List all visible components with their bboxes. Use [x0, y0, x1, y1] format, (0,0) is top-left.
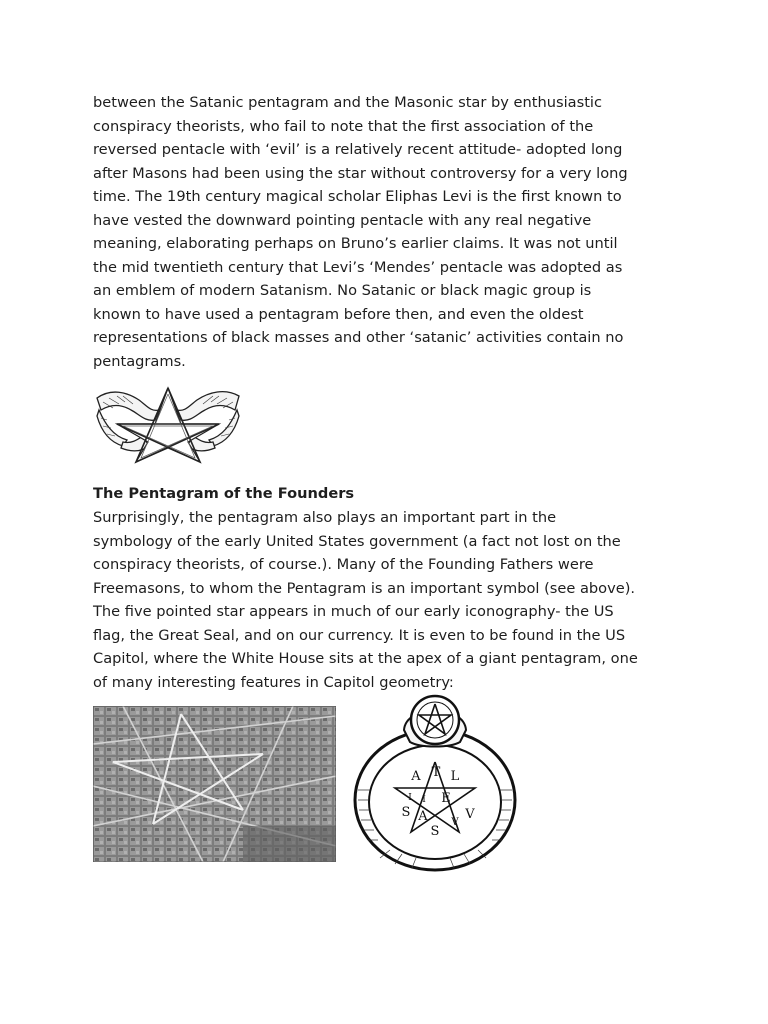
ring-letter: T: [431, 765, 441, 780]
ring-letter: A: [411, 769, 421, 784]
text-line: The five pointed star appears in much of our early iconography- the US: [93, 603, 614, 620]
text-line: Capitol, where the White House sits at the apex of a giant pentagram, one: [93, 650, 638, 667]
text-line: reversed pentacle with ‘evil’ is a relatively recent attitude- adopted long: [93, 141, 623, 158]
text-line: after Masons had been using the star without controversy for a very long: [93, 164, 628, 182]
text-line: time. The 19th century magical scholar Eliphas Levi is the first known to: [93, 188, 622, 205]
ring-letter: S: [430, 824, 440, 839]
text-line: meaning, elaborating perhaps on Bruno’s earlier claims. It was not until: [93, 235, 618, 252]
text-line: conspiracy theorists, who fail to note that the first association of the: [93, 117, 594, 135]
aerial-map-image: [93, 706, 336, 862]
ring-letter: E: [441, 791, 451, 806]
section-heading: The Pentagram of the Founders: [93, 485, 355, 502]
body-paragraph-2: [93, 506, 693, 694]
ring-letter: S: [401, 805, 411, 820]
pentagram-ribbon-illustration: [93, 384, 243, 466]
text-line: representations of black masses and other ‘satanic’ activities contain no: [93, 329, 624, 346]
text-line: conspiracy theorists, of course.). Many of the Founding Fathers were: [93, 556, 594, 573]
text-line: pentagrams.: [93, 352, 186, 370]
ring-letter: I: [422, 795, 426, 805]
ring-letter: I: [408, 793, 412, 803]
ring-letter: A: [418, 809, 428, 824]
pentagram-ring-illustration: [350, 690, 520, 874]
text-line: Surprisingly, the pentagram also plays an important part in the: [93, 509, 557, 526]
text-line: between the Satanic pentagram and the Masonic star by enthusiastic: [93, 94, 603, 111]
text-line: known to have used a pentagram before then, and even the oldest: [93, 305, 584, 323]
text-line: the mid twentieth century that Levi’s ‘Mendes’ pentacle was adopted as: [93, 258, 623, 276]
ring-letter: L: [450, 769, 460, 784]
text-line: an emblem of modern Satanism. No Satanic or black magic group is: [93, 282, 592, 299]
body-paragraph-1: [93, 91, 693, 373]
text-line: flag, the Great Seal, and on our currency. It is even to be found in the US: [93, 626, 626, 644]
text-line: have vested the downward pointing pentacle with any real negative: [93, 211, 592, 229]
text-line: of many interesting features in Capitol geometry:: [93, 673, 454, 691]
text-line: Freemasons, to whom the Pentagram is an important symbol (see above).: [93, 579, 636, 597]
text-line: symbology of the early United States government (a fact not lost on the: [93, 532, 621, 550]
ring-letter: V: [465, 807, 475, 822]
ring-letter: V: [451, 817, 459, 828]
